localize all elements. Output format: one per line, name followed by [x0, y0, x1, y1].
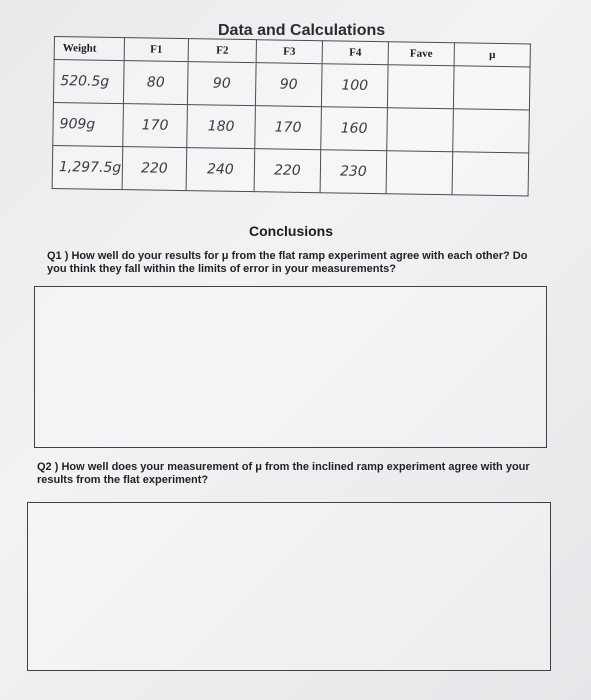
data-table-wrapper — [52, 36, 530, 196]
cell-f2[interactable]: 180 — [187, 105, 256, 149]
cell-f3[interactable]: 90 — [255, 63, 322, 107]
answer-box-q2[interactable] — [27, 502, 551, 671]
header-f2: F2 — [188, 39, 256, 63]
cell-f3[interactable]: 220 — [254, 149, 321, 193]
header-f1: F1 — [124, 38, 188, 62]
conclusions-heading: Conclusions — [249, 223, 334, 239]
cell-f1[interactable]: 80 — [123, 61, 188, 105]
header-fave: Fave — [388, 42, 454, 66]
cell-f4[interactable]: 160 — [321, 107, 388, 151]
data-table — [52, 36, 531, 196]
cell-f3[interactable]: 170 — [255, 106, 322, 150]
cell-weight[interactable]: 909g — [53, 102, 124, 146]
question-2: Q2 ) How well does your measurement of μ from the inclined ramp experiment agree with your results from the flat experiment? — [37, 461, 530, 486]
cell-f1[interactable]: 220 — [122, 147, 187, 191]
question-1: Q1 ) How well do your results for μ from the flat ramp experiment agree with each other? Do you think they fall within the limits of error in your measurements? — [47, 250, 528, 275]
cell-fave[interactable] — [386, 151, 453, 195]
cell-mu[interactable] — [453, 109, 530, 153]
header-mu: μ — [454, 43, 530, 67]
cell-f4[interactable]: 100 — [321, 64, 388, 108]
cell-f1[interactable]: 170 — [123, 104, 188, 148]
cell-mu[interactable] — [453, 66, 530, 110]
cell-fave[interactable] — [387, 65, 454, 109]
table-row — [53, 102, 530, 152]
cell-weight[interactable]: 520.5g — [53, 60, 124, 104]
cell-weight[interactable]: 1,297.5g — [52, 145, 123, 189]
cell-mu[interactable] — [452, 152, 529, 196]
table-row — [53, 60, 530, 110]
answer-box-q1[interactable] — [34, 286, 547, 448]
page-title: Data and Calculations — [218, 22, 386, 39]
cell-f2[interactable]: 90 — [187, 62, 256, 106]
cell-f2[interactable]: 240 — [186, 148, 255, 192]
header-weight: Weight — [54, 37, 124, 61]
header-f4: F4 — [322, 41, 388, 65]
cell-fave[interactable] — [387, 108, 454, 152]
cell-f4[interactable]: 230 — [320, 150, 387, 194]
table-row — [52, 145, 529, 195]
header-f3: F3 — [256, 40, 322, 64]
